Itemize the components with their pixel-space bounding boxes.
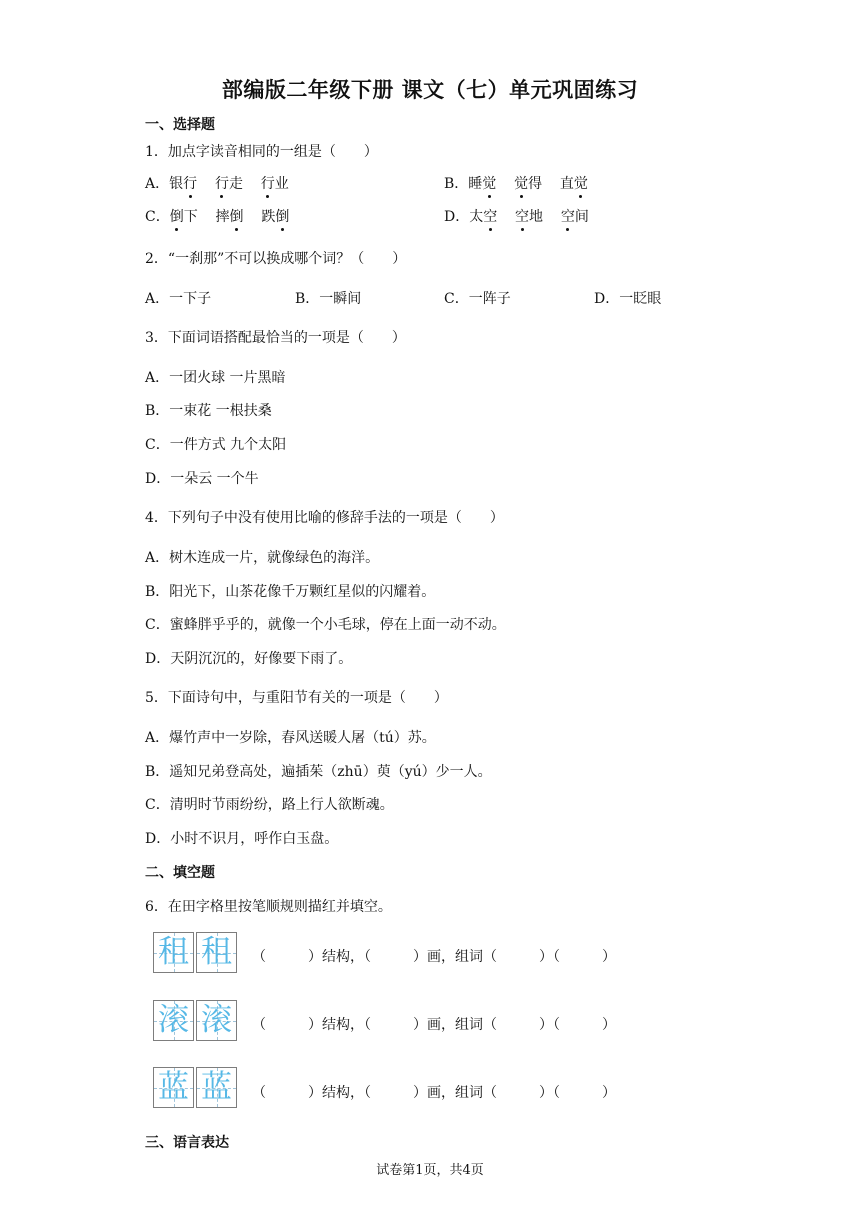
question-3-option-c: C．一件方式 九个太阳 — [145, 437, 287, 453]
question-5-option-c: C．清明时节雨纷纷，路上行人欲断魂。 — [145, 797, 394, 813]
question-4-option-c: C．蜜蜂胖乎乎的，就像一个小毛球，停在上面一动不动。 — [145, 617, 506, 633]
question-1-option-a: A．银行 行走 行业 — [145, 176, 289, 192]
question-4-option-b: B．阳光下，山茶花像千万颗红星似的闪耀着。 — [145, 584, 436, 600]
section-heading-expression: 三、语言表达 — [145, 1135, 229, 1151]
question-6-stem: 6．在田字格里按笔顺规则描红并填空。 — [145, 899, 392, 915]
question-2-option-d: D．一眨眼 — [594, 291, 662, 307]
question-5-option-a: A．爆竹声中一岁除，春风送暖人屠（tú）苏。 — [145, 730, 436, 746]
page-title: 部编版二年级下册 课文（七）单元巩固练习 — [221, 78, 639, 102]
question-1-option-d: D．太空 空地 空间 — [444, 209, 589, 225]
fill-blank-line-3[interactable]: （ ）结构，（ ）画，组词（ ）（ ） — [252, 1085, 616, 1101]
question-5-option-b: B．遥知兄弟登高处，遍插茱（zhū）萸（yú）少一人。 — [145, 764, 492, 780]
question-1-stem: 1．加点字读音相同的一组是（ ） — [145, 144, 378, 160]
tianzige-row-1 — [153, 932, 243, 976]
question-3-option-b: B．一束花 一根扶桑 — [145, 403, 272, 419]
question-5-stem: 5．下面诗句中，与重阳节有关的一项是（ ） — [145, 690, 448, 706]
tianzige-row-3 — [153, 1067, 243, 1111]
section-heading-fill: 二、填空题 — [145, 865, 215, 881]
question-4-option-d: D．天阴沉沉的，好像要下雨了。 — [145, 651, 353, 667]
question-2-option-c: C．一阵子 — [444, 291, 511, 307]
tianzige-cell: 蓝 — [196, 1067, 237, 1108]
question-2-option-b: B．一瞬间 — [295, 291, 362, 307]
fill-blank-line-1[interactable]: （ ）结构，（ ）画，组词（ ）（ ） — [252, 949, 616, 965]
tianzige-cell: 蓝 — [153, 1067, 194, 1108]
page-footer: 试卷第1页，共4页 — [376, 1163, 484, 1178]
question-2-stem: 2．“一刹那”不可以换成哪个词？（ ） — [145, 251, 407, 267]
tianzige-cell: 租 — [153, 932, 194, 973]
question-3-stem: 3．下面词语搭配最恰当的一项是（ ） — [145, 330, 406, 346]
question-1-option-b: B．睡觉 觉得 直觉 — [444, 176, 588, 192]
question-2-option-a: A．一下子 — [145, 291, 212, 307]
question-4-stem: 4．下列句子中没有使用比喻的修辞手法的一项是（ ） — [145, 510, 504, 526]
fill-blank-line-2[interactable]: （ ）结构，（ ）画，组词（ ）（ ） — [252, 1017, 616, 1033]
question-1-option-c: C．倒下 摔倒 跌倒 — [145, 209, 290, 225]
question-3-option-a: A．一团火球 一片黑暗 — [145, 370, 286, 386]
question-3-option-d: D．一朵云 一个牛 — [145, 471, 259, 487]
question-5-option-d: D．小时不识月，呼作白玉盘。 — [145, 831, 339, 847]
question-4-option-a: A．树木连成一片，就像绿色的海洋。 — [145, 550, 380, 566]
tianzige-cell: 滚 — [196, 1000, 237, 1041]
tianzige-row-2 — [153, 1000, 243, 1044]
tianzige-cell: 租 — [196, 932, 237, 973]
section-heading-choice: 一、选择题 — [145, 117, 215, 133]
tianzige-cell: 滚 — [153, 1000, 194, 1041]
